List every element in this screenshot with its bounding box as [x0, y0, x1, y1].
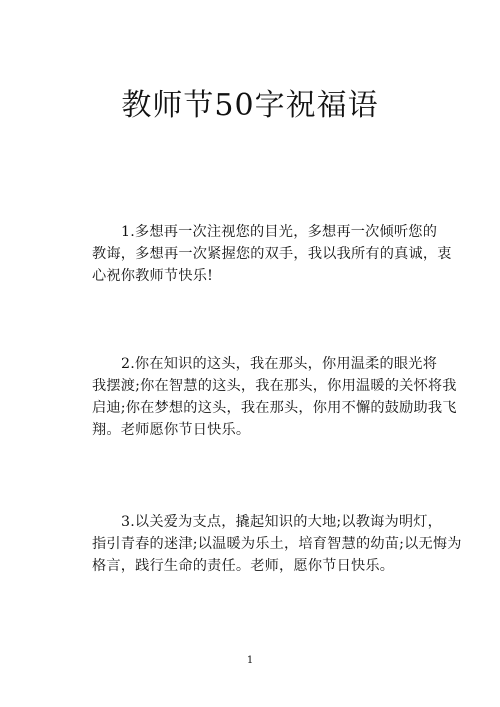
paragraph-1-line-3: 心祝你教师节快乐!: [92, 268, 214, 284]
paragraph-2-line-1: 2.你在知识的这头，我在那头，你用温柔的眼光将: [121, 356, 438, 372]
paragraph-2-line-3: 启迪;你在梦想的这头，我在那头，你用不懈的鼓励助我飞: [92, 400, 457, 416]
paragraph-3-line-3: 格言，践行生命的责任。老师，愿你节日快乐。: [92, 558, 395, 574]
paragraph-2: [92, 353, 457, 441]
document-title: 教师节50字祝福语: [121, 88, 379, 123]
paragraph-3-line-2: 指引青春的迷津;以温暖为乐土，培育智慧的幼苗;以无悔为: [92, 536, 462, 552]
paragraph-2-line-4: 翔。老师愿你节日快乐。: [92, 422, 251, 438]
paragraph-1-line-2: 教诲，多想再一次紧握您的双手，我以我所有的真诚，衷: [92, 246, 452, 262]
paragraph-1: [92, 221, 452, 287]
paragraph-3: [92, 511, 462, 577]
paragraph-2-line-2: 我摆渡;你在智慧的这头，我在那头，你用温暖的关怀将我: [92, 378, 457, 394]
paragraph-3-line-1: 3.以关爱为支点，撬起知识的大地;以教诲为明灯，: [121, 514, 443, 530]
page-number: 1: [246, 655, 254, 666]
paragraph-1-line-1: 1.多想再一次注视您的目光，多想再一次倾听您的: [121, 224, 438, 240]
